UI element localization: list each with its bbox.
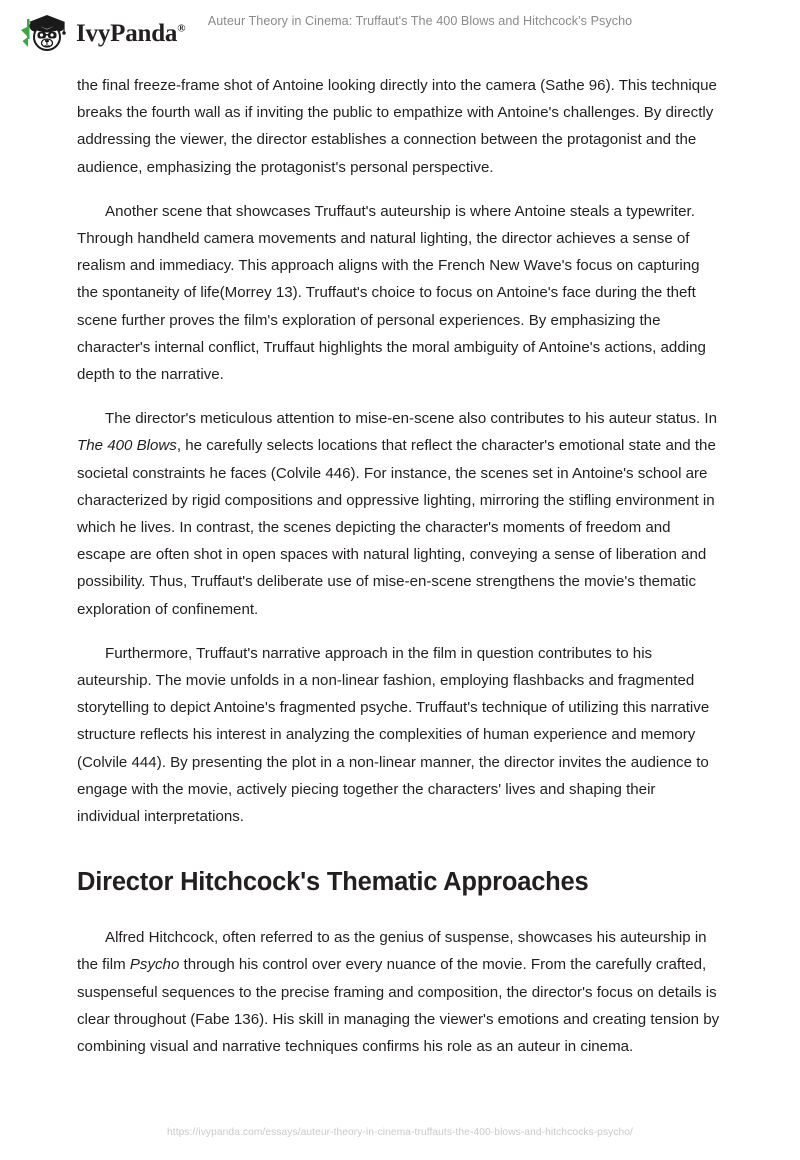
film-title-psycho: Psycho — [129, 956, 180, 974]
paragraph-5-text-b: through his control over every nuance of the movie. From the carefully crafted, suspenseful sequences to the precise framing and composition, the director's focus on details is clear throughout (Fabe 136). His skill in managing the viewer's emotions and creating tension by combining visual and narrative techniques confirms his role as an auteur in cinema. — [77, 956, 720, 1056]
paragraph-3-text-b: , he carefully selects locations that reflect the character's emotional state and the societal constraints he faces (Colvile 446). For instance, the scenes set in Antoine's school are characterized by rigid compositions and oppressive lighting, mirroring the stifling environment in which he lives. In contrast, the scenes depicting the character's moments of freedom and escape are often shot in open spaces with natural lighting, conveying a sense of liberation and possibility. Thus, Truffaut's deliberate use of mise-en-scene strengthens the movie's thematic exploration of confinement. — [77, 437, 716, 618]
paragraph-4: Furthermore, Truffaut's narrative approach in the film in question contributes to his auteurship. The movie unfolds in a non-linear fashion, employing flashbacks and fragmented storytelling to depict Antoine's fragmented psyche. Truffaut's technique of utilizing this narrative structure reflects his interest in analyzing the complexities of human experience and memory (Colvile 444). By presenting the plot in a non-linear manner, the director invites the audience to engage with the movie, actively piecing together the characters' lives and shaping their individual interpretations. — [77, 644, 710, 826]
page-header — [0, 0, 800, 62]
document-body — [77, 72, 722, 1060]
registered-trademark-symbol: ® — [177, 22, 186, 35]
source-url[interactable]: https://ivypanda.com/essays/auteur-theory-in-cinema-truffauts-the-400-blows-and-hitchcocks-psycho/ — [167, 1127, 633, 1138]
section-heading-hitchcock: Director Hitchcock's Thematic Approaches — [77, 868, 589, 897]
brand-name-text: IvyPanda — [76, 19, 178, 47]
paragraph-3-text-a: The director's meticulous attention to mise-en-scene also contributes to his auteur status. In — [105, 410, 717, 428]
paragraph-3 — [77, 405, 722, 623]
film-title-the-400-blows: The 400 Blows — [77, 437, 177, 455]
page-footer — [0, 1122, 800, 1140]
paragraph-2: Another scene that showcases Truffaut's auteurship is where Antoine steals a typewriter. Through handheld camera movements and natural lighting, the director achieves a sense of realism and immediacy. This approach aligns with the French New Wave's focus on capturing the spontaneity of life(Morrey 13). Truffaut's choice to focus on Antoine's face during the theft scene further proves the film's exploration of personal experiences. By emphasizing the character's internal conflict, Truffaut highlights the moral ambiguity of Antoine's actions, adding depth to the narrative. — [77, 202, 706, 384]
paragraph-5 — [77, 924, 722, 1060]
page-title: Auteur Theory in Cinema: Truffaut's The 400 Blows and Hitchcock’s Psycho — [207, 14, 633, 28]
paragraph-1: the final freeze-frame shot of Antoine looking directly into the camera (Sathe 96). This technique breaks the fourth wall as if inviting the public to empathize with Antoine's challenges. By directly addressing the viewer, the director establishes a connection between the protagonist and the audience, emphasizing the protagonist's personal perspective. — [77, 77, 717, 176]
paragraph-5-text-a: Alfred Hitchcock, often referred to as the genius of suspense, showcases his auteurship in the film — [77, 929, 707, 974]
